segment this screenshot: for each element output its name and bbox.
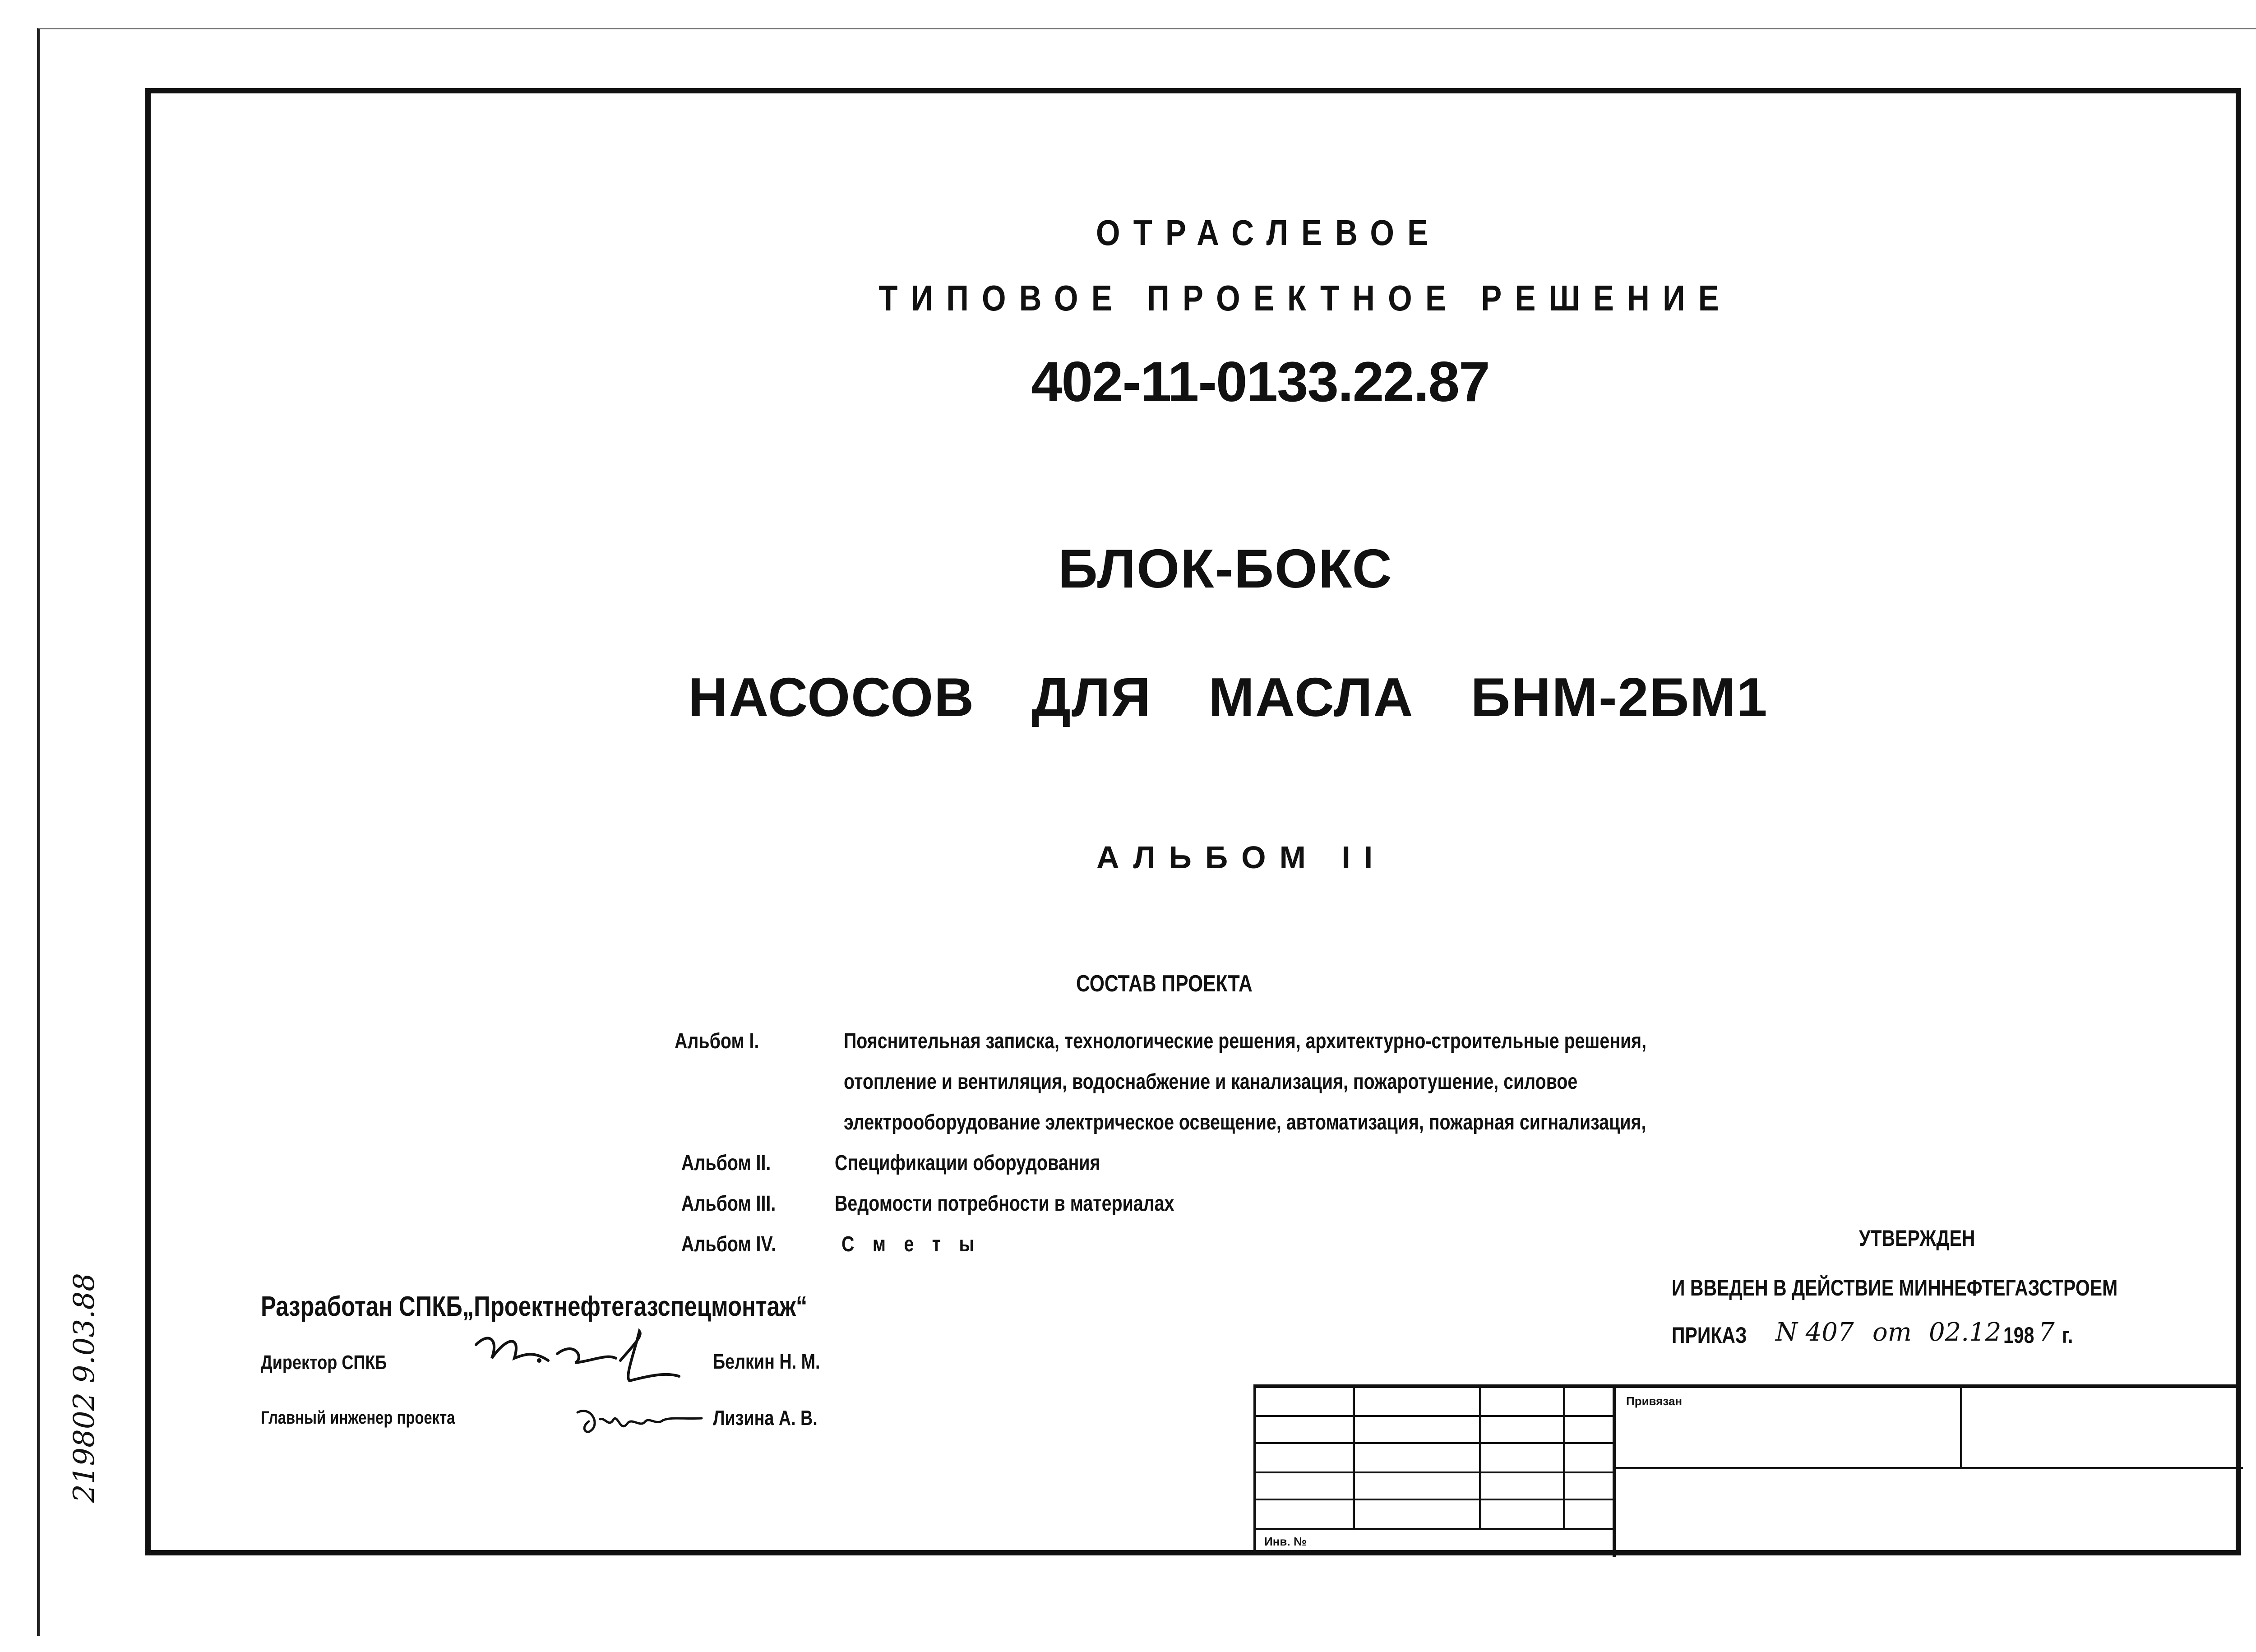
- tb-col-line: [1613, 1388, 1616, 1557]
- title-line2: НАСОСОВ ДЛЯ МАСЛА БНМ-2БМ1: [688, 666, 1768, 728]
- order-year-prefix: 198: [2003, 1323, 2034, 1348]
- approval-line2: И ВВЕДЕН В ДЕЙСТВИЕ МИННЕФТЕГАЗСТРОЕМ: [1672, 1275, 2118, 1300]
- chief-engineer-signature: [573, 1392, 708, 1442]
- tb-row-line: [1613, 1467, 2243, 1469]
- developer-line: Разработан СПКБ„Проектнефтегазспецмонтаж“: [261, 1291, 808, 1322]
- order-number: N 407: [1775, 1318, 1854, 1347]
- director-signature: [472, 1327, 684, 1394]
- order-prefix: ПРИКАЗ: [1672, 1323, 1747, 1348]
- tb-col-line: [1479, 1388, 1481, 1528]
- composition-label-1: Альбом I.: [675, 1029, 759, 1053]
- composition-text-4: Спецификации оборудования: [835, 1151, 1100, 1175]
- chief-engineer-role: Главный инженер проекта: [261, 1408, 455, 1428]
- tb-row-line: [1256, 1528, 1613, 1530]
- composition-label-5: Альбом III.: [681, 1192, 776, 1216]
- order-year-digit: 7: [2039, 1318, 2055, 1347]
- composition-label-6: Альбом IV.: [681, 1232, 777, 1256]
- composition-text-3: электрооборудование электрическое освещение, автоматизация, пожарная сигнализация,: [844, 1111, 1646, 1134]
- tb-col-line: [1563, 1388, 1565, 1528]
- approval-line1: УТВЕРЖДЕН: [1859, 1226, 1975, 1251]
- composition-text-1: Пояснительная записка, технологические решения, архитектурно-строительные решения,: [844, 1029, 1647, 1053]
- composition-label-4: Альбом II.: [681, 1151, 771, 1175]
- tb-row-line: [1256, 1472, 1613, 1473]
- archive-stamp: 219802 9.03.88: [68, 1273, 101, 1503]
- composition-text-6: С м е т ы: [841, 1232, 981, 1256]
- director-name: Белкин Н. М.: [713, 1350, 820, 1373]
- order-from: от: [1872, 1318, 1912, 1347]
- composition-heading: СОСТАВ ПРОЕКТА: [1076, 971, 1253, 997]
- composition-text-5: Ведомости потребности в материалах: [835, 1192, 1174, 1216]
- chief-engineer-name: Лизина А. В.: [713, 1406, 818, 1430]
- tb-col-line: [1960, 1388, 1962, 1467]
- header-line1: ОТРАСЛЕВОЕ: [1096, 213, 1442, 253]
- order-date: 02.12: [1929, 1318, 2002, 1347]
- tb-col-line: [1353, 1388, 1355, 1528]
- album-number: АЛЬБОМ II: [1096, 840, 1387, 875]
- title-block-table: [1253, 1384, 2240, 1554]
- title-line1: БЛОК-БОКС: [1058, 538, 1393, 599]
- linked-label: Привязан: [1626, 1394, 1683, 1408]
- inventory-number-label: Инв. №: [1264, 1535, 1307, 1548]
- director-role: Директор СПКБ: [261, 1351, 387, 1374]
- project-code: 402-11-0133.22.87: [1031, 351, 1489, 413]
- tb-row-line: [1256, 1415, 1613, 1417]
- tb-row-line: [1256, 1499, 1613, 1500]
- header-line2: ТИПОВОЕ ПРОЕКТНОЕ РЕШЕНИЕ: [878, 278, 1732, 318]
- composition-text-2: отопление и вентиляция, водоснабжение и канализация, пожаротушение, силовое: [844, 1070, 1578, 1094]
- tb-row-line: [1256, 1442, 1613, 1444]
- order-year-suffix: г.: [2062, 1323, 2073, 1348]
